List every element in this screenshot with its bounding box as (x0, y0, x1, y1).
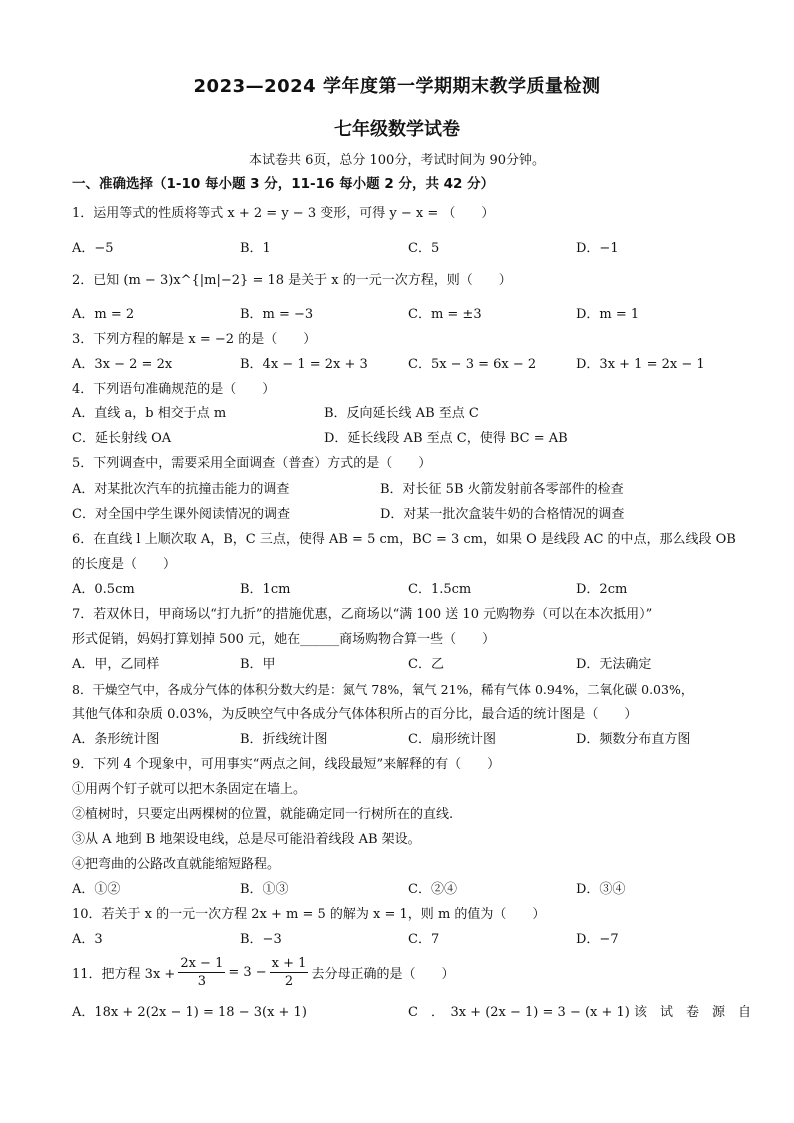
q10-option-b: B．−3 (240, 932, 282, 947)
q9-option-a: A．①② (72, 882, 121, 897)
question-11 (72, 952, 454, 992)
q9-item-4: ④把弯曲的公路改直就能缩短路程。 (72, 857, 281, 872)
q4-option-b: B．反向延长线 AB 至点 C (324, 406, 479, 421)
q11-frac1-denominator: 3 (197, 973, 206, 989)
q5-option-c: C．对全国中学生课外阅读情况的调查 (72, 507, 290, 522)
question-6-cont: 的长度是（ ） (72, 557, 177, 572)
q7-option-a: A．甲，乙同样 (72, 657, 160, 672)
q1-option-d: D．−1 (576, 241, 619, 256)
q11-stem-mid: = 3 − (228, 964, 267, 980)
q4-option-d: D．延长线段 AB 至点 C，使得 BC = AB (324, 431, 568, 446)
q2-option-d: D．m = 1 (576, 307, 640, 322)
q11-frac2-numerator: x + 1 (271, 955, 307, 971)
q9-item-2: ②植树时，只要定出两棵树的位置，就能确定同一行树所在的直线. (72, 807, 454, 822)
question-9: 9．下列 4 个现象中，可用事实“两点之间，线段最短”来解释的有（ ） (72, 757, 501, 772)
q5-option-d: D．对某一批次盒装牛奶的合格情况的调查 (380, 507, 625, 522)
q7-option-d: D．无法确定 (576, 657, 652, 672)
q6-option-b: B．1cm (240, 582, 291, 597)
q11-fraction-2 (270, 955, 309, 990)
question-10: 10．若关于 x 的一元一次方程 2x + m = 5 的解为 x = 1，则 m 的值为（ ） (72, 907, 546, 922)
q9-option-d: D．③④ (576, 882, 626, 897)
q2-option-b: B．m = −3 (240, 307, 314, 322)
exam-subtitle: 七年级数学试卷 (334, 119, 460, 140)
q9-item-1: ①用两个钉子就可以把木条固定在墙上。 (72, 782, 307, 797)
question-7: 7．若双休日，甲商场以“打九折”的措施优惠，乙商场以“满 100 送 10 元购物券（可以在本次抵用）” (72, 607, 653, 622)
q3-option-b: B．4x − 1 = 2x + 3 (240, 357, 368, 372)
q8-option-a: A．条形统计图 (72, 732, 160, 747)
q2-option-c: C．m = ±3 (408, 307, 482, 322)
q10-option-d: D．−7 (576, 932, 619, 947)
question-1: 1．运用等式的性质将等式 x + 2 = y − 3 变形，可得 y − x = （ ） (72, 206, 495, 221)
q1-option-c: C．5 (408, 241, 440, 256)
q11-frac2-denominator: 2 (284, 973, 294, 989)
q3-option-d: D．3x + 1 = 2x − 1 (576, 357, 705, 372)
q10-option-a: A．3 (72, 932, 103, 947)
q9-option-c: C．②④ (408, 882, 457, 897)
q11-frac1-numerator: 2x − 1 (180, 955, 224, 971)
q4-option-a: A．直线 a，b 相交于点 m (72, 406, 227, 421)
q9-option-b: B．①③ (240, 882, 289, 897)
q1-option-b: B．1 (240, 241, 271, 256)
question-8: 8．干燥空气中，各成分气体的体积分数大约是：氮气 78%，氧气 21%，稀有气体 0.94%，二氧化碳 0.03%， (72, 682, 694, 697)
q5-option-b: B．对长征 5B 火箭发射前各零部件的检查 (380, 482, 624, 497)
q6-option-c: C．1.5cm (408, 582, 472, 597)
question-4: 4．下列语句准确规范的是（ ） (72, 382, 276, 397)
q11-fraction-1 (178, 955, 225, 990)
q11-stem-pre: 11．把方程 3x + (72, 966, 176, 982)
q5-option-a: A．对某批次汽车的抗撞击能力的调查 (72, 482, 290, 497)
q2-option-a: A．m = 2 (72, 307, 135, 322)
q9-item-3: ③从 A 地到 B 地架设电线，总是尽可能沿着线段 AB 架设。 (72, 832, 421, 847)
q7-option-c: C．乙 (408, 657, 444, 672)
question-5: 5．下列调查中，需要采用全面调查（普查）方式的是（ ） (72, 456, 432, 471)
q8-option-d: D．频数分布直方图 (576, 732, 691, 747)
q8-option-b: B．折线统计图 (240, 732, 328, 747)
q11-option-a: A．18x + 2(2x − 1) = 18 − 3(x + 1) (72, 1005, 307, 1020)
question-3: 3．下列方程的解是 x = −2 的是（ ） (72, 332, 317, 347)
section-heading: 一、准确选择（1-10 每小题 3 分，11-16 每小题 2 分，共 42 分） (72, 176, 495, 192)
exam-note: 本试卷共 6页，总分 100分，考试时间为 90分钟。 (248, 153, 546, 168)
q7-option-b: B．甲 (240, 657, 276, 672)
question-8-cont: 其他气体和杂质 0.03%，为反映空气中各成分气体体积所占的百分比，最合适的统计图是（ ） (72, 707, 638, 722)
q3-option-a: A．3x − 2 = 2x (72, 357, 173, 372)
q11-stem-post: 去分母正确的是（ ） (311, 966, 455, 982)
q10-option-c: C．7 (408, 932, 440, 947)
question-6: 6．在直线 l 上顺次取 A，B，C 三点，使得 AB = 5 cm，BC = 3 cm，如果 O 是线段 AC 的中点，那么线段 OB (72, 532, 736, 547)
exam-title: 2023—2024 学年度第一学期期末教学质量检测 (193, 76, 601, 97)
question-7-cont: 形式促销，妈妈打算划掉 500 元，她在______商场购物合算一些（ ） (72, 632, 496, 647)
q1-option-a: A．−5 (72, 241, 114, 256)
q3-option-c: C．5x − 3 = 6x − 2 (408, 357, 537, 372)
question-2: 2．已知 (m − 3)x^{|m|−2} = 18 是关于 x 的一元一次方程，则（ ） (72, 273, 512, 288)
q6-option-d: D．2cm (576, 582, 628, 597)
q6-option-a: A．0.5cm (72, 582, 135, 597)
q4-option-c: C．延长射线 OA (72, 431, 172, 446)
q8-option-c: C．扇形统计图 (408, 732, 496, 747)
q11-option-c: C ． 3x + (2x − 1) = 3 − (x + 1) 该 试 卷 源 自 (408, 1005, 752, 1020)
